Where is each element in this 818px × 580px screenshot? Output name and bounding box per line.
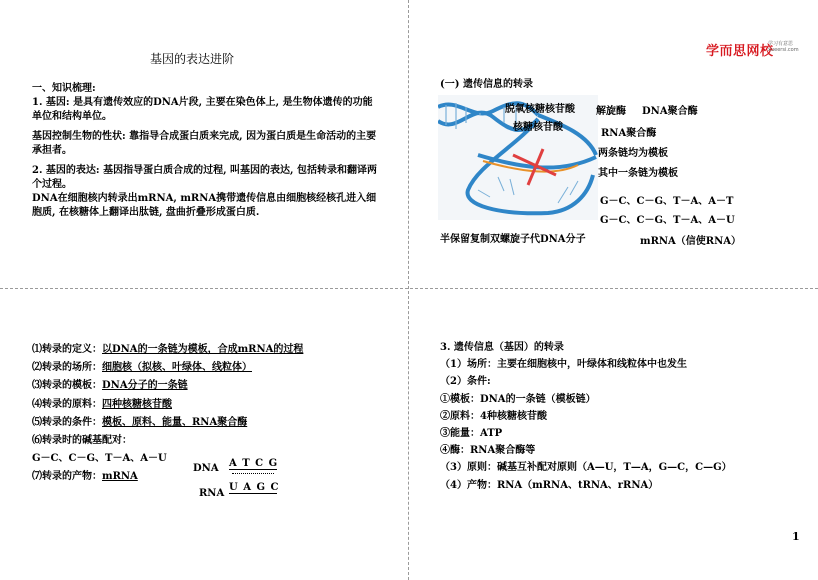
slide4-line9: （4）产物：RNA（mRNA、tRNA、rRNA） [440,479,659,491]
slide1-para1: 1. 基因: 是具有遗传效应的DNA片段, 主要在染色体上, 是生物体遗传的功能单位和结构单位。 [32,97,373,122]
label-deoxyribonucleotide: 脱氧核糖核苷酸 [505,104,575,115]
label-one-template: 其中一条链为模板 [598,168,678,179]
slide4-body [440,338,732,493]
slide1-body [32,82,382,220]
slide4-line2: （1）场所：主要在细胞核中，叶绿体和线粒体中也发生 [440,359,687,371]
label-pairing-rna: G－C、C－G、T－A、A－U [600,215,735,226]
pairing-dna-label: DNA [193,463,219,474]
page-number: 1 [792,530,800,543]
slide3-line2 [32,358,303,376]
slide1-para2: 基因控制生物的性状: 靠指导合成蛋白质来完成, 因为蛋白质是生命活动的主要承担者。 [32,131,377,156]
dna-sequence: A T C G [229,458,279,469]
pairing-rna-label: RNA [199,488,225,499]
slide3-line4 [32,395,303,413]
slide4-line1: 3. 遗传信息（基因）的转录 [440,342,564,353]
slide3-line5 [32,413,303,431]
slide4-line7: ④酶：RNA聚合酶等 [440,445,536,457]
label-pairing-dna: G－C、C－G、T－A、A－T [600,196,734,207]
location-value: 细胞核（拟核、叶绿体、线粒体） [102,362,252,374]
horizontal-divider [0,288,818,289]
slide4-line4: ①模板：DNA的一条链（模板链） [440,393,596,405]
definition-label: ⑴转录的定义： [32,344,102,355]
label-dna-polymerase: DNA聚合酶 [642,106,698,117]
slide4-line5: ②原料：4种核糖核苷酸 [440,410,547,422]
product-label: ⑺转录的产物： [32,471,102,483]
label-semiconservative: 半保留复制双螺旋子代DNA分子 [440,234,586,245]
slide2-heading: (一) 遗传信息的转录 [440,79,533,90]
label-mrna: mRNA（信使RNA） [640,236,742,247]
slide4-line3: （2）条件: [440,376,491,388]
brand-logo-sub: 学习有意思 xueersi.com [768,41,799,53]
slide3-line6: ⑹转录时的碱基配对： [32,434,132,446]
slide4-line6: ③能量：ATP [440,427,503,439]
slide4-line8: （3）原则：碱基互补配对原则（A—U，T—A，G—C，C—G） [440,462,732,474]
slide3-line3 [32,376,303,394]
material-value: 四种核糖核苷酸 [102,398,172,410]
vertical-divider [408,0,409,580]
slide1-title: 基因的表达进阶 [150,52,235,66]
brand-logo: 学而思网校 [706,44,774,59]
condition-label: ⑸转录的条件： [32,416,102,428]
label-ribonucleotide: 核糖核苷酸 [513,122,563,133]
label-helicase: 解旋酶 [596,106,626,117]
slide3-line1 [32,340,303,358]
label-both-templates: 两条链均为模板 [598,148,668,159]
rna-sequence: U A G C [229,482,280,493]
label-rna-polymerase: RNA聚合酶 [601,128,657,139]
condition-value: 模板、原料、能量、RNA聚合酶 [102,416,248,428]
location-label: ⑵转录的场所： [32,362,102,374]
template-label: ⑶转录的模板： [32,380,102,392]
slide3-line7: G－C、C－G、T－A、A－U [32,453,167,465]
slide1-para4: DNA在细胞核内转录出mRNA, mRNA携带遗传信息由细胞核经核孔进入细胞质, 在核糖体上翻译出肽链, 盘曲折叠形成蛋白质. [32,193,377,218]
template-value: DNA分子的一条链 [102,380,188,392]
definition-value: 以DNA的一条链为模板，合成mRNA的过程 [102,344,304,355]
pairing-bonds [232,473,274,474]
product-value: mRNA [102,471,138,483]
slide1-section: 一、知识梳理: [32,83,96,94]
material-label: ⑷转录的原料： [32,398,102,410]
slide1-para3: 2. 基因的表达: 基因指导蛋白质合成的过程, 叫基因的表达, 包括转录和翻译两个过程。 [32,165,378,190]
